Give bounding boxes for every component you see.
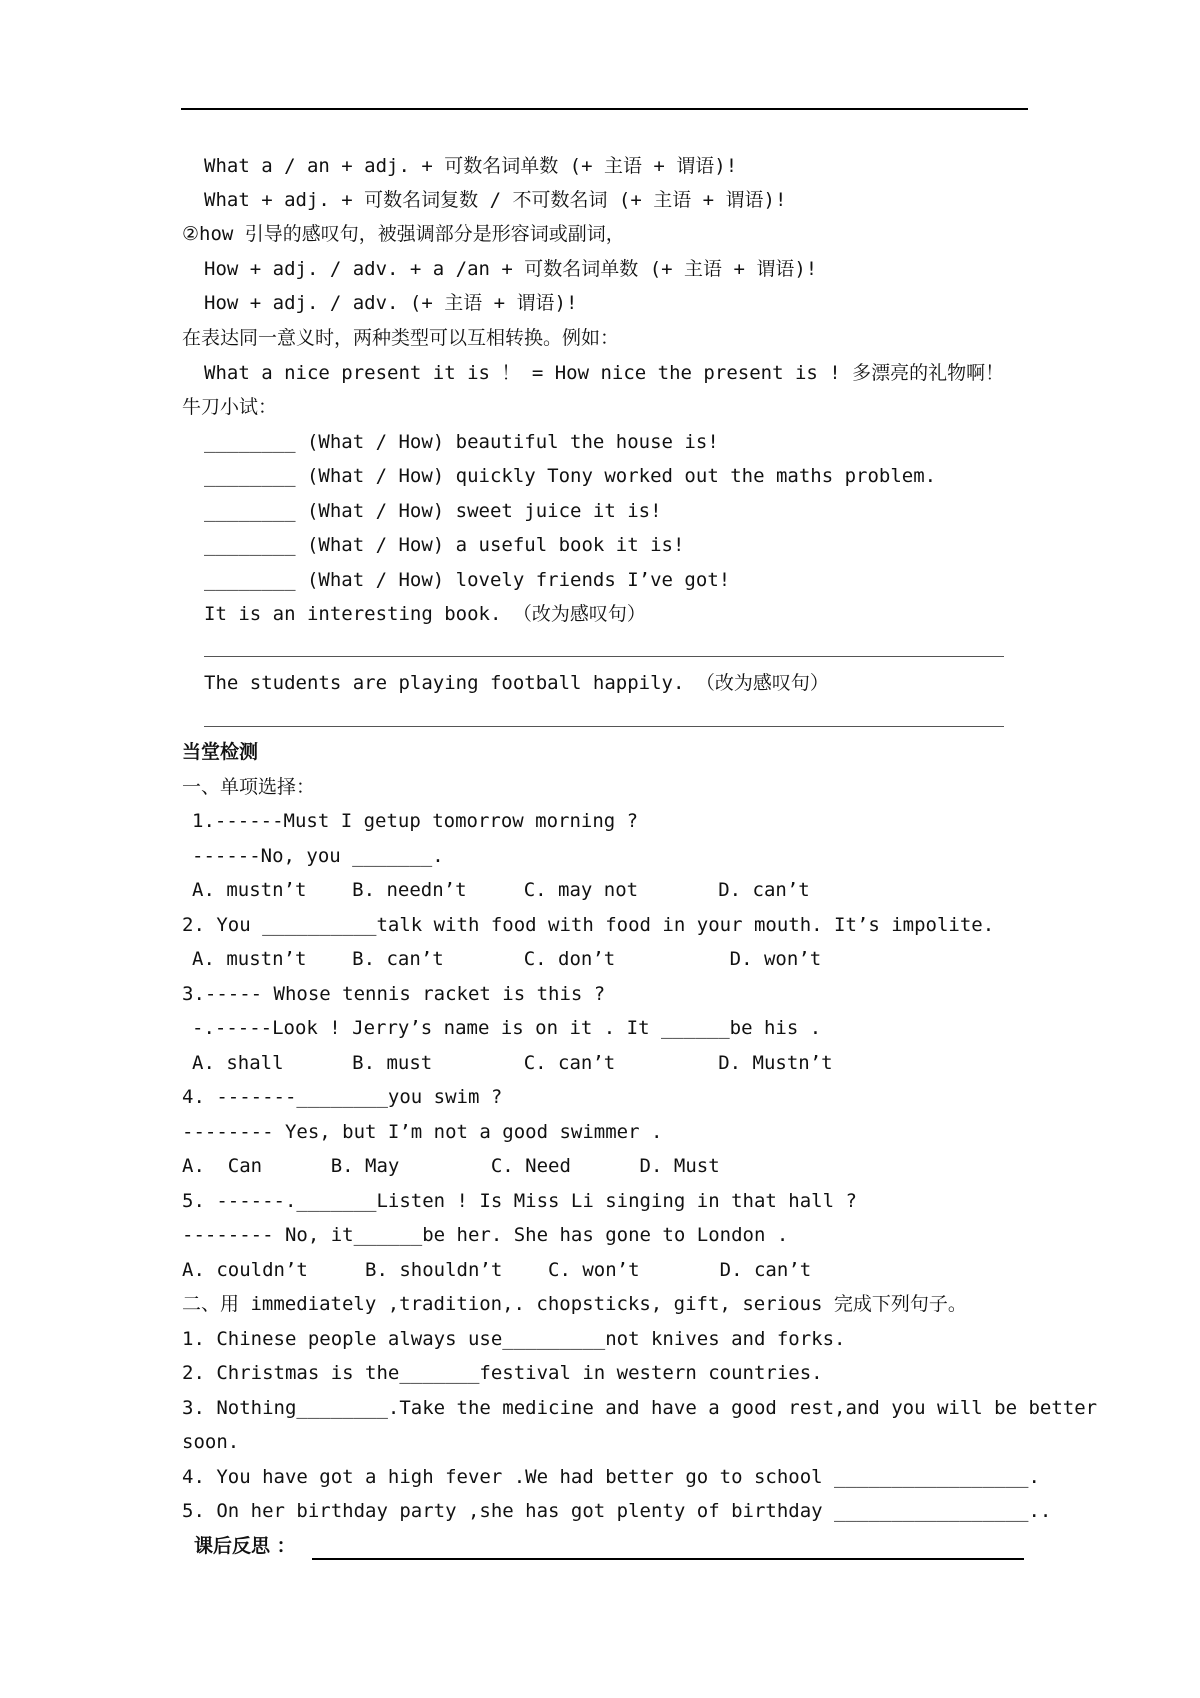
text-line: What a nice present it is ！ = How nice the present is ! 多漂亮的礼物啊！: [204, 362, 1005, 384]
text-line: What + adj. + 可数名词复数 / 不可数名词 (+ 主语 + 谓语)!: [204, 189, 787, 211]
options-line: A. Can B. May C. Need D. Must: [182, 1155, 720, 1177]
options-line: A. shall B. must C. can’t D. Mustn’t: [192, 1052, 833, 1074]
answer-line: [204, 726, 1004, 727]
section-heading: 当堂检测: [182, 741, 259, 763]
question-line: 4. -------________you swim ?: [182, 1086, 503, 1108]
options-line: A. couldn’t B. shouldn’t C. won’t D. can’t: [182, 1259, 812, 1281]
question-line: 2. Christmas is the_______festival in western countries.: [182, 1362, 823, 1384]
exercise-line: ________ (What / How) a useful book it is!: [204, 534, 685, 556]
reflection-line: [312, 1558, 1024, 1560]
question-line: 5. On her birthday party ,she has got plenty of birthday _________________..: [182, 1500, 1052, 1522]
section-label: 一、单项选择：: [182, 776, 316, 798]
answer-line: [204, 656, 1004, 657]
text-line: ②how 引导的感叹句，被强调部分是形容词或副词，: [182, 223, 625, 245]
question-line: 1.------Must I getup tomorrow morning ?: [192, 810, 639, 832]
section-label: 牛刀小试：: [182, 396, 278, 418]
header-rule: [181, 108, 1028, 110]
text-line: What a / an + adj. + 可数名词单数 (+ 主语 + 谓语)!: [204, 155, 738, 177]
question-line: 3.----- Whose tennis racket is this ?: [182, 983, 606, 1005]
exercise-line: It is an interesting book. （改为感叹句）: [204, 603, 646, 625]
question-line: 1. Chinese people always use_________not knives and forks.: [182, 1328, 846, 1350]
exercise-line: ________ (What / How) beautiful the house is!: [204, 431, 719, 453]
question-line: 5. ------._______Listen ! Is Miss Li singing in that hall ?: [182, 1190, 857, 1212]
reflection-label: 课后反思 ：: [194, 1535, 296, 1557]
exercise-line: The students are playing football happily. （改为感叹句）: [204, 672, 829, 694]
text-line: 在表达同一意义时，两种类型可以互相转换。例如：: [182, 327, 620, 349]
question-line: 2. You __________talk with food with food in your mouth. It’s impolite.: [182, 914, 995, 936]
section-label: 二、用 immediately ,tradition,. chopsticks, gift, serious 完成下列句子。: [182, 1293, 967, 1315]
question-line: 4. You have got a high fever .We had better go to school _________________.: [182, 1466, 1040, 1488]
exercise-line: ________ (What / How) sweet juice it is!: [204, 500, 662, 522]
text-line: How + adj. / adv. + a /an + 可数名词单数 (+ 主语 + 谓语)!: [204, 258, 818, 280]
question-line: -.-----Look ! Jerry’s name is on it . It ______be his .: [192, 1017, 822, 1039]
exercise-line: ________ (What / How) lovely friends I’ve got!: [204, 569, 731, 591]
question-line: 3. Nothing________.Take the medicine and have a good rest,and you will be better: [182, 1397, 1098, 1419]
question-line: -------- No, it______be her. She has gone to London .: [182, 1224, 789, 1246]
question-line: ------No, you _______.: [192, 845, 444, 867]
question-line: soon.: [182, 1431, 240, 1453]
text-line: How + adj. / adv. (+ 主语 + 谓语)!: [204, 292, 578, 314]
exercise-line: ________ (What / How) quickly Tony worked out the maths problem.: [204, 465, 937, 487]
question-line: -------- Yes, but I’m not a good swimmer .: [182, 1121, 663, 1143]
options-line: A. mustn’t B. can’t C. don’t D. won’t: [192, 948, 822, 970]
options-line: A. mustn’t B. needn’t C. may not D. can’t: [192, 879, 810, 901]
